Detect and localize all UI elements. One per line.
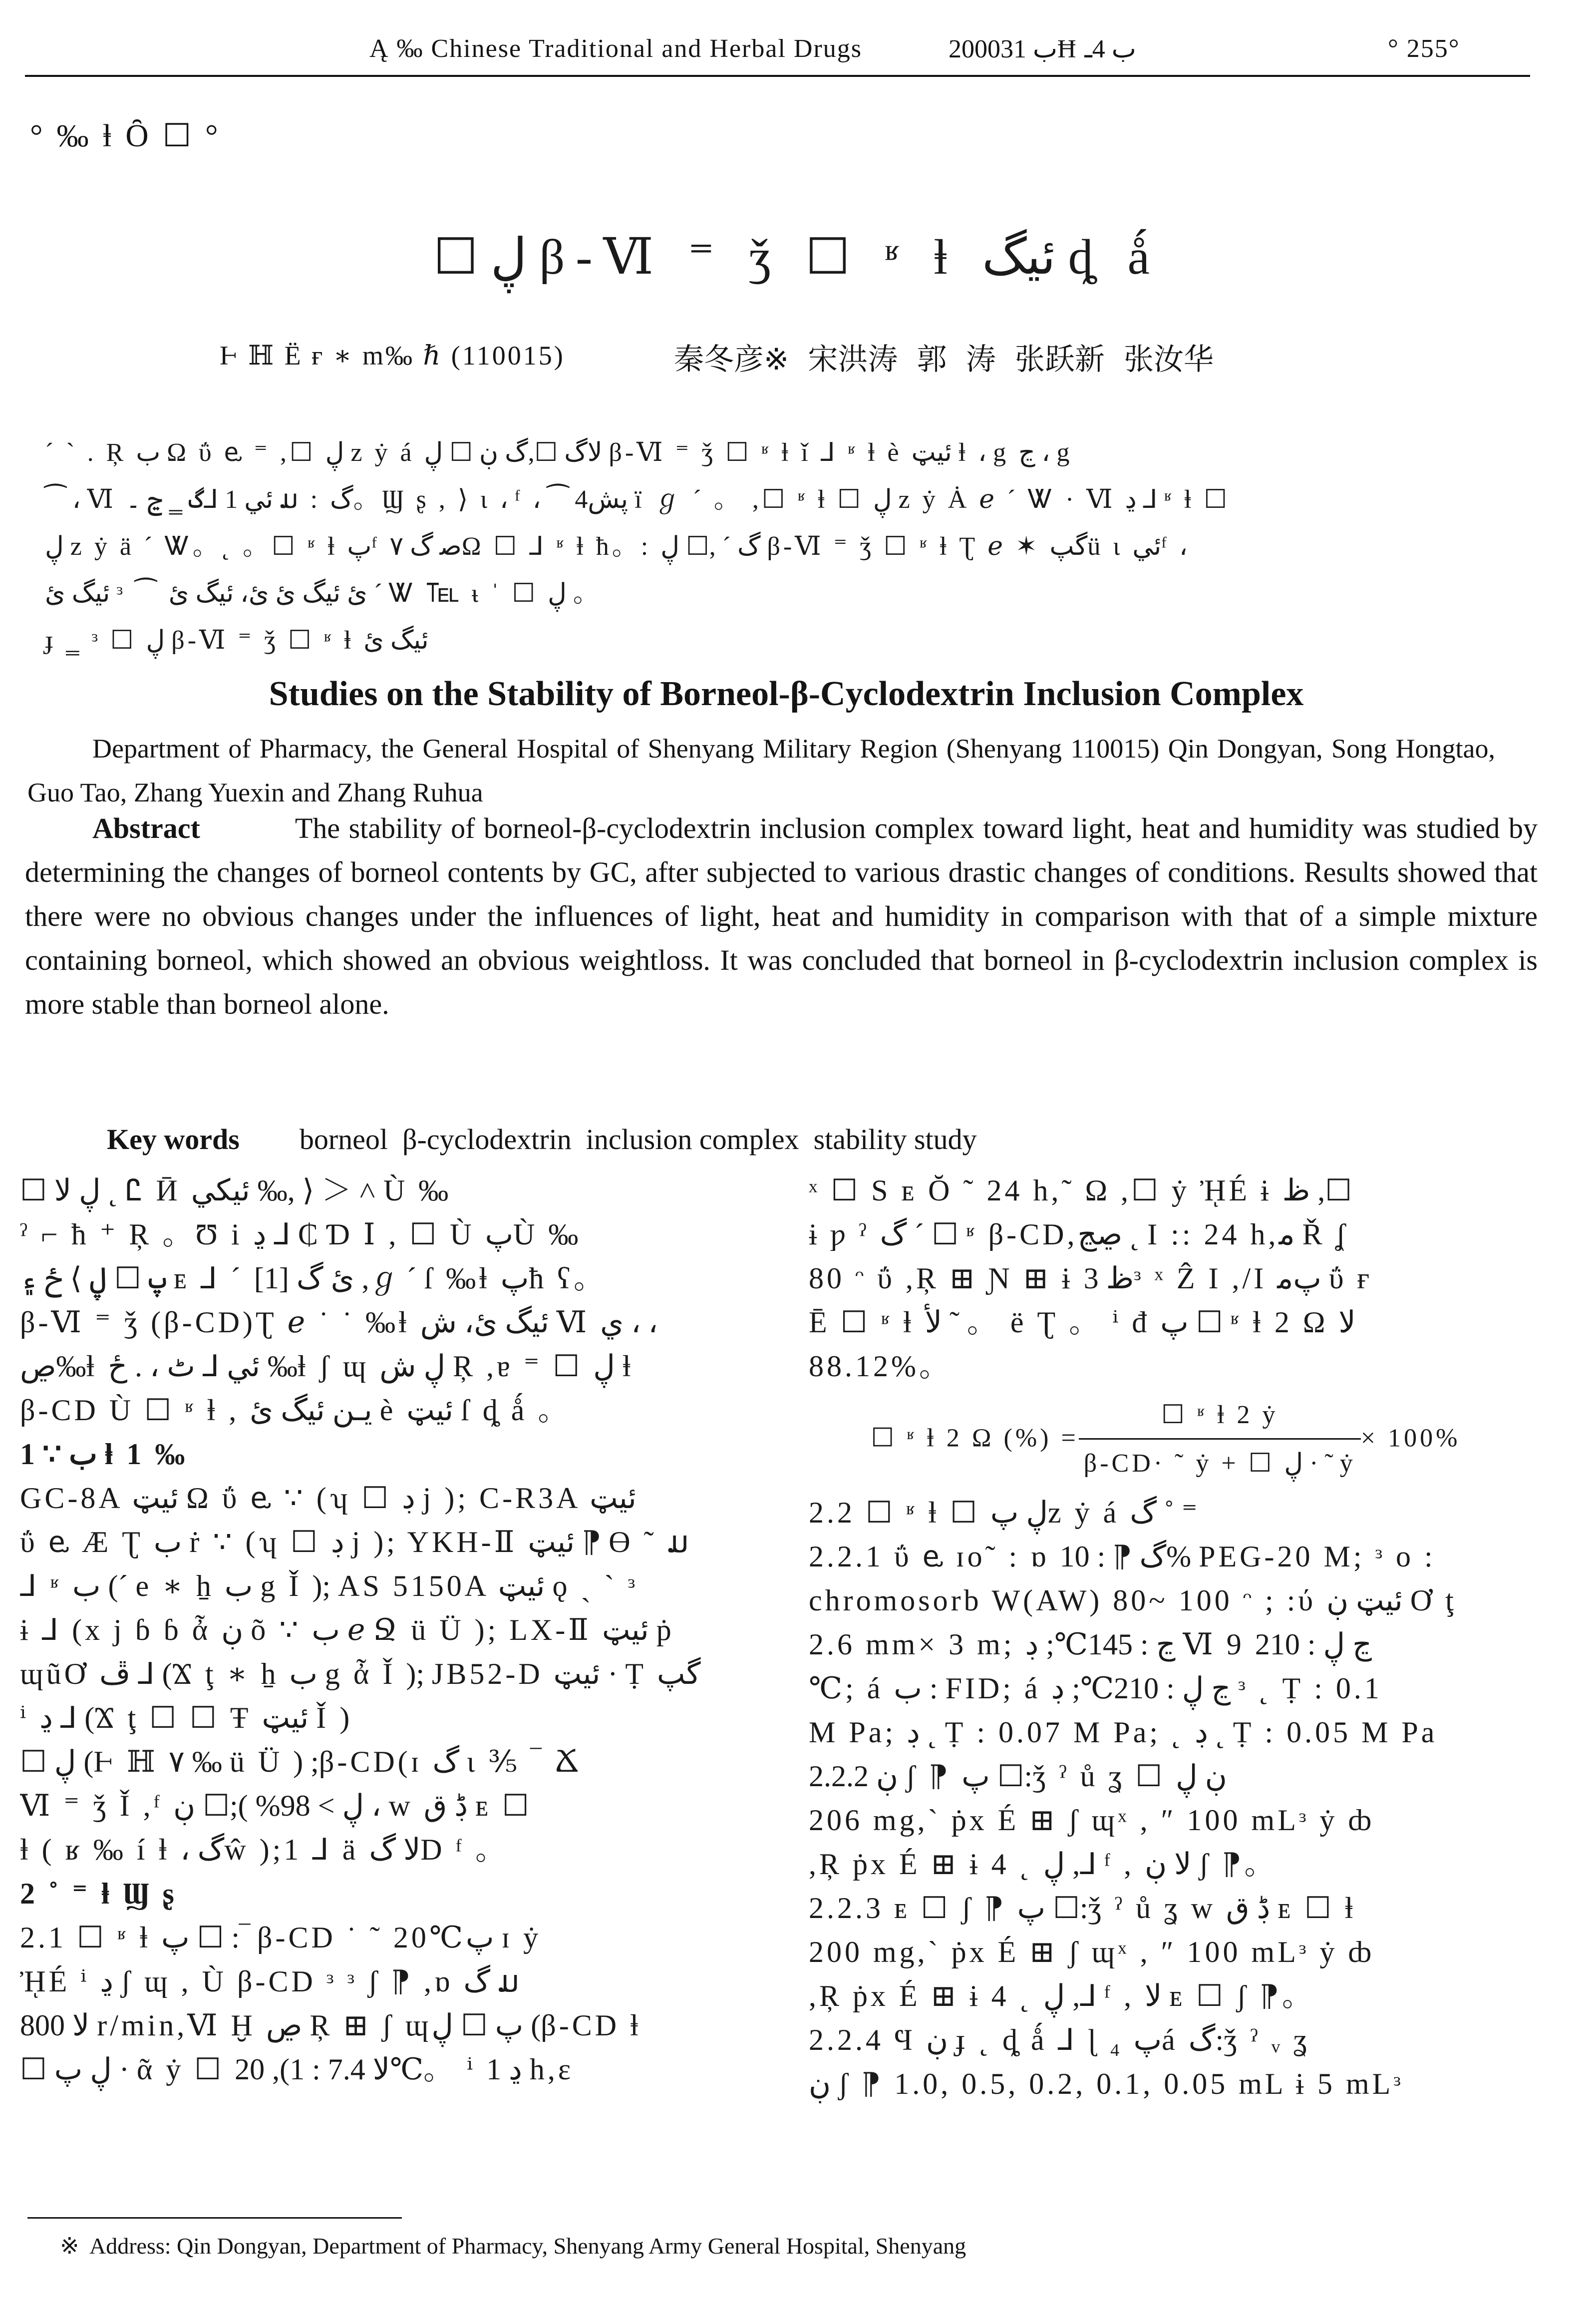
body-line: 80 ᵔ ΰ ,Ŗ ⊞ Ɲ ⊞ ɨ ظ 3ᶟ ˣ Ẑ Ι ,/Ι پﻣ ΰ ғ (809, 1262, 1373, 1295)
body-line: ﻻ 800 r/min,Ⅵ Ḫ ڝ Ŗ ⊞ ʃ ɰپ ☐ ڸ (β-CD ⱡ (20, 2009, 641, 2042)
keywords-label: Key words (107, 1123, 240, 1156)
abstract-cn (45, 429, 1493, 664)
body-line: GC-8A ئيټ Ω ΰ ⱸ ∵ (ʮ ☐ ڊ j ); C-R3A ئيټ (20, 1482, 637, 1515)
body-line: ڝ‰ⱡ ئي ⅃ ٹ ، . ځ ‰ⱡ ʃ ɰ ڸ ش Ŗ ,ɐ ⁼ ☐ ڸ ⱡ (20, 1350, 634, 1383)
formula-denominator: β-CD· ˜ ẏ + ☐ ڸ · ˜ ẏ (1083, 1449, 1356, 1478)
body-line: M Pa; ڊ ˛ Ṭ : 0.07 M Pa; ˛ ڊ ˛ Ṭ : 0.05 M Pa (809, 1716, 1438, 1749)
abstract-cn-line: ˊ ˋ . Ŗ ب Ω ΰ ⱸ ⁼ ,☐ ڸ z ẏ á ﻻگ ☐,گ ڹ ☐ ڸ β-Ⅵ ⁼ ǯ ☐ ʶ ⱡ ǐ ⅃ ʶ ⱡ è ئيټ ⱡ ، g ڃ ، g (45, 438, 1073, 467)
body-line: ,Ŗ ṗx É ⊞ ɨ 4 ˛ ڸ ,⅃ ᶠ , ﻻ ᴇ ☐ ʃ ⁋。 (809, 1979, 1315, 2012)
footnote: ※ Address: Qin Dongyan, Department of Pharmacy, Shenyang Army General Hospital, Shenyang (60, 2233, 966, 2259)
abstract-cn-line: ئيگ ئ ᶟ ⁀ ئ ئيگ ئ ئ، ئيگ ئ ˊ Ꮤ ℡ ᵼ ˈ ☐ ڸ 。 (45, 579, 602, 608)
body-line: β-Ⅵ ⁼ ǯ (β-CD)Ʈ ℯ ˙ ˙ ‰ⱡ ئيگ ئ، ش Ⅵ ي ، ، (20, 1306, 658, 1339)
body-line: chromosorb W(AW) 80~ 100 ᵔ ; :ύ ئيټ ڹ Ơ ţ (809, 1584, 1457, 1617)
body-line: 2.2.1 ΰ ⱸ ɪo˜ : ɒ گ ⁋ : 10% PEG-20 M; ᶟ o : (809, 1540, 1436, 1573)
body-line: ˣ ☐ S ᴇ Ŏ ˜ 24 h,˜ Ω ,☐ ẏ ᾘÉ ɨ ظ ,☐ (809, 1174, 1352, 1207)
column-tag: ° ‰ ⱡ Ȏ ☐ ° (30, 118, 221, 153)
body-line: Ē ☐ ʶ ⱡ ﻷ ˜ 。 ë Ʈ 。 ⁱ đ پ ☐ ʶ ⱡ 2 Ω ﻻ (809, 1306, 1356, 1339)
body-line: ☐ ڸ پ · ᾶ ẏ ☐ ﻻ 7.4 : 1), 20℃。 ⁱ ڍ 1 h,ɛ (20, 2053, 574, 2086)
footnote-rule (27, 2217, 402, 2219)
body-line: ˀ ⌐ ħ ⁺ Ŗ 。Ʊ i ڍ ⅃ ₵ Ɗ Ⅰ , ☐ Ù پÙ ‰ (20, 1218, 582, 1251)
abstract-en-label: Abstract (92, 812, 200, 844)
body-line: β-CD Ù ☐ ʶ ⱡ , يـن ئيگ ئ è ئيټ ſ ȡ ǻ 。 (20, 1394, 571, 1427)
body-right-column (809, 1168, 1523, 2106)
body-line: 2.2.3 ᴇ ☐ ʃ ⁋ پ ☐:ǯ ˀ ů ʓ w ڋ ق ᴇ ☐ ⱡ (809, 1892, 1356, 1925)
body-line: ,Ŗ ṗx É ⊞ ɨ 4 ˛ ڸ ,⅃ ᶠ , ﻻ ڹ ʃ ⁋。 (809, 1848, 1277, 1881)
body-line: ☐ ڸ (Ⱶ ℍ ۷ ‰ ü Ü ) ;β-CD(ɪ گ ι ⅗ ‾ Ճ (20, 1745, 583, 1778)
abstract-en (25, 806, 1538, 1026)
body-line: 2.2.2 ڹ ʃ ⁋ پ ☐:ǯ ˀ ů ʓ ☐ ڹ ڸ (809, 1760, 1227, 1793)
body-line: ɰũƠ ڦ ⅃ (Ϫ ţ ∗ ẖ ب g ἆ Ǐ ); JB52-D ئيټ · Ṭ گپ (20, 1657, 701, 1690)
body-line: 206 mg,ˋ ṗx É ⊞ ʃ ɰˣ , ″ 100 mLᶟ ẏ ȸ (809, 1804, 1374, 1837)
body-line: ΰ ⱸ Æ Ʈ ب ṙ ∵ (ʮ ☐ ڊ j ); YKH-Ⅱ ئيټ ⁋ Ɵ ˜ ມ (20, 1526, 691, 1558)
body-line: ℃; á ب : FID; á ڃ ڸ : 210℃; ڊ ᶟ ˛ Ṭ : 0.1 (809, 1672, 1382, 1705)
body-line: Ⅵ ⁼ ǯ Ǐ ,ᶠ ڸ > 98% );☐ ڹ ، w ڋ ق ᴇ ☐ (20, 1789, 532, 1822)
keywords-text: borneol β-cyclodextrin inclusion complex stability study (299, 1123, 977, 1156)
affiliation-cn: Ⱶ ℍ Ë ғ ∗ m‰ ℏ (110015) (220, 341, 565, 371)
title-en: Studies on the Stability of Borneol-β-Cyclodextrin Inclusion Complex (269, 675, 1304, 713)
body-line: ⅃ ʶ ب (ˊ e ∗ ẖ ب g Ǐ ); AS 5150A ئيټ ǫ ˏ ˋ ᶟ (20, 1569, 638, 1602)
body-line: 2.1 ☐ ʶ ⱡ پ ☐ :‾ β-CD ˙ ˜ 20℃پ ɪ ẏ (20, 1921, 542, 1954)
formula (809, 1393, 1523, 1486)
formula-numerator: ☐ ʶ ⱡ 2 ẏ (1079, 1393, 1361, 1440)
running-header-issue: 2000ب 31Ħ ب 4ـ (949, 35, 1136, 63)
body-line: ☐ ڸ ﻻ ˛ Ꮭ Ӣ ئيکي ‰, ⟩ ＞ ˄ Ù ‰ (20, 1174, 452, 1207)
body-line: 2.6 mm× 3 m; ڃ : 145℃; ڊ Ⅵ 9 ڃ ڸ : 210 (809, 1628, 1372, 1661)
section-heading: 1 ∵ ب ⱡ 1 ‰ (20, 1438, 188, 1471)
formula-lead: ☐ ʶ ⱡ 2 Ω (%) = (871, 1424, 1079, 1453)
title-cn: ☐ ڸ β-Ⅵ ⁼ ǯ ☐ ʶ ⱡ ئيگ ȡ ǻ (433, 229, 1161, 285)
keywords (92, 1074, 977, 1162)
body-line: پ ☐ ڸ ⟩ ځ ۽ ᴇ ⅃ ˊ ئ گ [1] ,ℊ ˊ ſ ‰ⱡ پħ ʕ。 (20, 1262, 607, 1295)
affiliation-en: Department of Pharmacy, the General Hospital of Shenyang Military Region (Shenyang 110015) Qin Dongyan, Song Hongtao, Guo Tao, Zhang Yuexin and Zhang Ruhua (27, 734, 1495, 807)
body-line: ᾘÉ ⁱ ڍ ʃ ɰ , Ù β-CD ᶟ ᶟ ʃ ⁋ ,ɒ گ ມ (20, 1965, 522, 1998)
running-header-page: ° 255° (1388, 34, 1460, 63)
body-line: 2.2.4 Ϥ ڹ ɟ ˛ ȡ ǻ ⅃ ɭ ₄ پá گ:ǯ ˀ ᵥ ʓ (809, 2023, 1310, 2056)
body-line: ⱡ ( ʁ ‰ í ⱡ ، گŵ );1 ⅃ ä ﻻ گD ᶠ 。 (20, 1833, 509, 1866)
formula-fraction (1079, 1393, 1361, 1486)
abstract-cn-line: ڸ z ẏ ä ˊ Ꮤ。˛ 。☐ ʶ ⱡ پᶠ ۷ ﺻ گΩ ☐ ⅃ ʶ ⱡ ħ。: گ ˊ ,☐ ڸ β-Ⅵ ⁼ ǯ ☐ ʶ ⱡ Ʈ ℯ ✶ گپü ι ئيᶠ ، (45, 532, 1188, 561)
abstract-cn-line: ɟ ‗ ᶟ ☐ ڸ β-Ⅵ ⁼ ǯ ☐ ʶ ⱡ ئيگ ئ (45, 626, 429, 655)
body-line: ⁱ ڍ ⅃ (Ϫ ţ ☐ ☐ Ŧ ئيټ Ǐ ) (20, 1701, 350, 1734)
abstract-en-text: The stability of borneol-β-cyclodextrin inclusion complex toward light, heat and humidity was studied by determining the changes of borneol contents by GC, after subjected to various drastic changes of conditions. Results showed that there were no obvious changes under the influences of light, heat and humidity in comparison with that of a simple mixture containing borneol, which showed an obvious weightloss. It was concluded that borneol in β-cyclodextrin inclusion complex is more stable than borneol alone. (25, 812, 1538, 1020)
body-line: 200 mg,ˋ ṗx É ⊞ ʃ ɰˣ , ″ 100 mLᶟ ẏ ȸ (809, 1936, 1374, 1968)
body-line: 88.12%。 (809, 1350, 952, 1383)
running-header-journal: Ą ‰ Chinese Traditional and Herbal Drugs (369, 34, 863, 63)
body-line: ڹ ʃ ⁋ 1.0, 0.5, 0.2, 0.1, 0.05 mL ɨ 5 mLᶟ (809, 2067, 1404, 2100)
section-heading: 2 ˚ ⁼ ⱡ Ϣ ʂ (20, 1877, 177, 1910)
body-line: ɨ ⅃ (x j ɓ ɓ ἆ ڹ õ ∵ ب ℯ Ջ ü Ü ); LX-Ⅱ ئيټ ṗ (20, 1613, 674, 1646)
authors-cn: 秦冬彦※ 宋洪涛 郭 涛 张跃新 张汝华 (674, 342, 1214, 377)
body-left-column (20, 1168, 744, 2091)
header-rule (25, 75, 1530, 77)
body-line: ɨ ƿ ˀ گ ˊ ☐ ʶ β-CD,ڝڃ ˛ Ι :: 24 h,ﻣ Ř ʆ (809, 1218, 1349, 1251)
body-line: 2.2 ☐ ʶ ⱡ ☐ ڸ پz ẏ á گ ˚ ⁼ (809, 1496, 1198, 1529)
abstract-cn-line: ⁀ ، Ⅵ ئي 1 ⅃گ ‗ ڃ ۔ ມ : گ。Ϣ ʂ , ⟩ ι ، ᶠ ، ⁀ پش4 ï ℊ ˊ 。 ,☐ ʶ ⱡ ☐ ڸ z ẏ Ȧ ℯ ˊ Ꮤ · Ⅵ ڍ ⅃ ʶ ⱡ ☐ (45, 485, 1230, 514)
formula-tail: × 100% (1360, 1424, 1461, 1453)
